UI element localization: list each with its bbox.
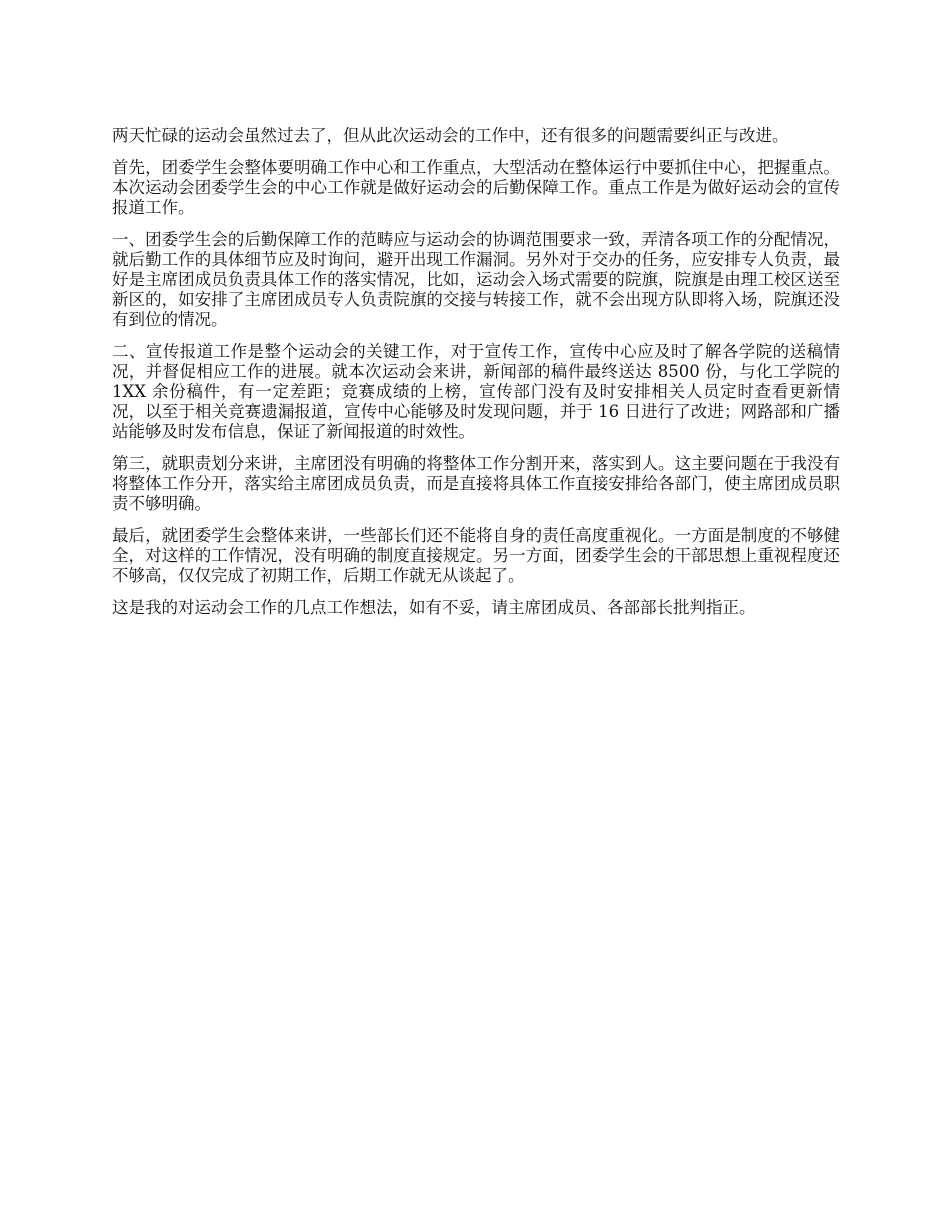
paragraph-1: 两天忙碌的运动会虽然过去了，但从此次运动会的工作中，还有很多的问题需要纠正与改进。 [112, 126, 789, 145]
paragraph-6: 最后，就团委学生会整体来讲，一些部长们还不能将自身的责任高度重视化。一方面是制度的不够健全，对这样的工作情况，没有明确的制度直接规定。另一方面，团委学生会的干部思想上重视程度还不够高，仅仅完成了初期工作，后期工作就无从谈起了。 [112, 526, 840, 585]
paragraph-2: 首先，团委学生会整体要明确工作中心和工作重点，大型活动在整体运行中要抓住中心，把握重点。本次运动会团委学生会的中心工作就是做好运动会的后勤保障工作。重点工作是为做好运动会的宣传报道工作。 [112, 158, 840, 217]
paragraph-4: 二、宣传报道工作是整个运动会的关键工作，对于宣传工作，宣传中心应及时了解各学院的送稿情况，并督促相应工作的进展。就本次运动会来讲，新闻部的稿件最终送达 8500 份，与化工学院的 1XX 余份稿件，有一定差距；竞赛成绩的上榜，宣传部门没有及时安排相关人员定时查看更新情况，以至于相关竞赛遗漏报道，宣传中心能够及时发现问题，并于 16 日进行了改进；网路部和广播站能够及时发布信息，保证了新闻报道的时效性。 [112, 342, 840, 441]
paragraph-5: 第三，就职责划分来讲，主席团没有明确的将整体工作分割开来，落实到人。这主要问题在于我没有将整体工作分开，落实给主席团成员负责，而是直接将具体工作直接安排给各部门，使主席团成员职责不够明确。 [112, 454, 840, 513]
paragraph-3: 一、团委学生会的后勤保障工作的范畴应与运动会的协调范围要求一致，弄清各项工作的分配情况，就后勤工作的具体细节应及时询问，避开出现工作漏洞。另外对于交办的任务，应安排专人负责，最好是主席团成员负责具体工作的落实情况，比如，运动会入场式需要的院旗，院旗是由理工校区送至新区的，如安排了主席团成员专人负责院旗的交接与转接工作，就不会出现方队即将入场，院旗还没有到位的情况。 [112, 230, 840, 329]
document-body [112, 126, 840, 630]
paragraph-7: 这是我的对运动会工作的几点工作想法，如有不妥，请主席团成员、各部部长批判指正。 [112, 598, 756, 617]
